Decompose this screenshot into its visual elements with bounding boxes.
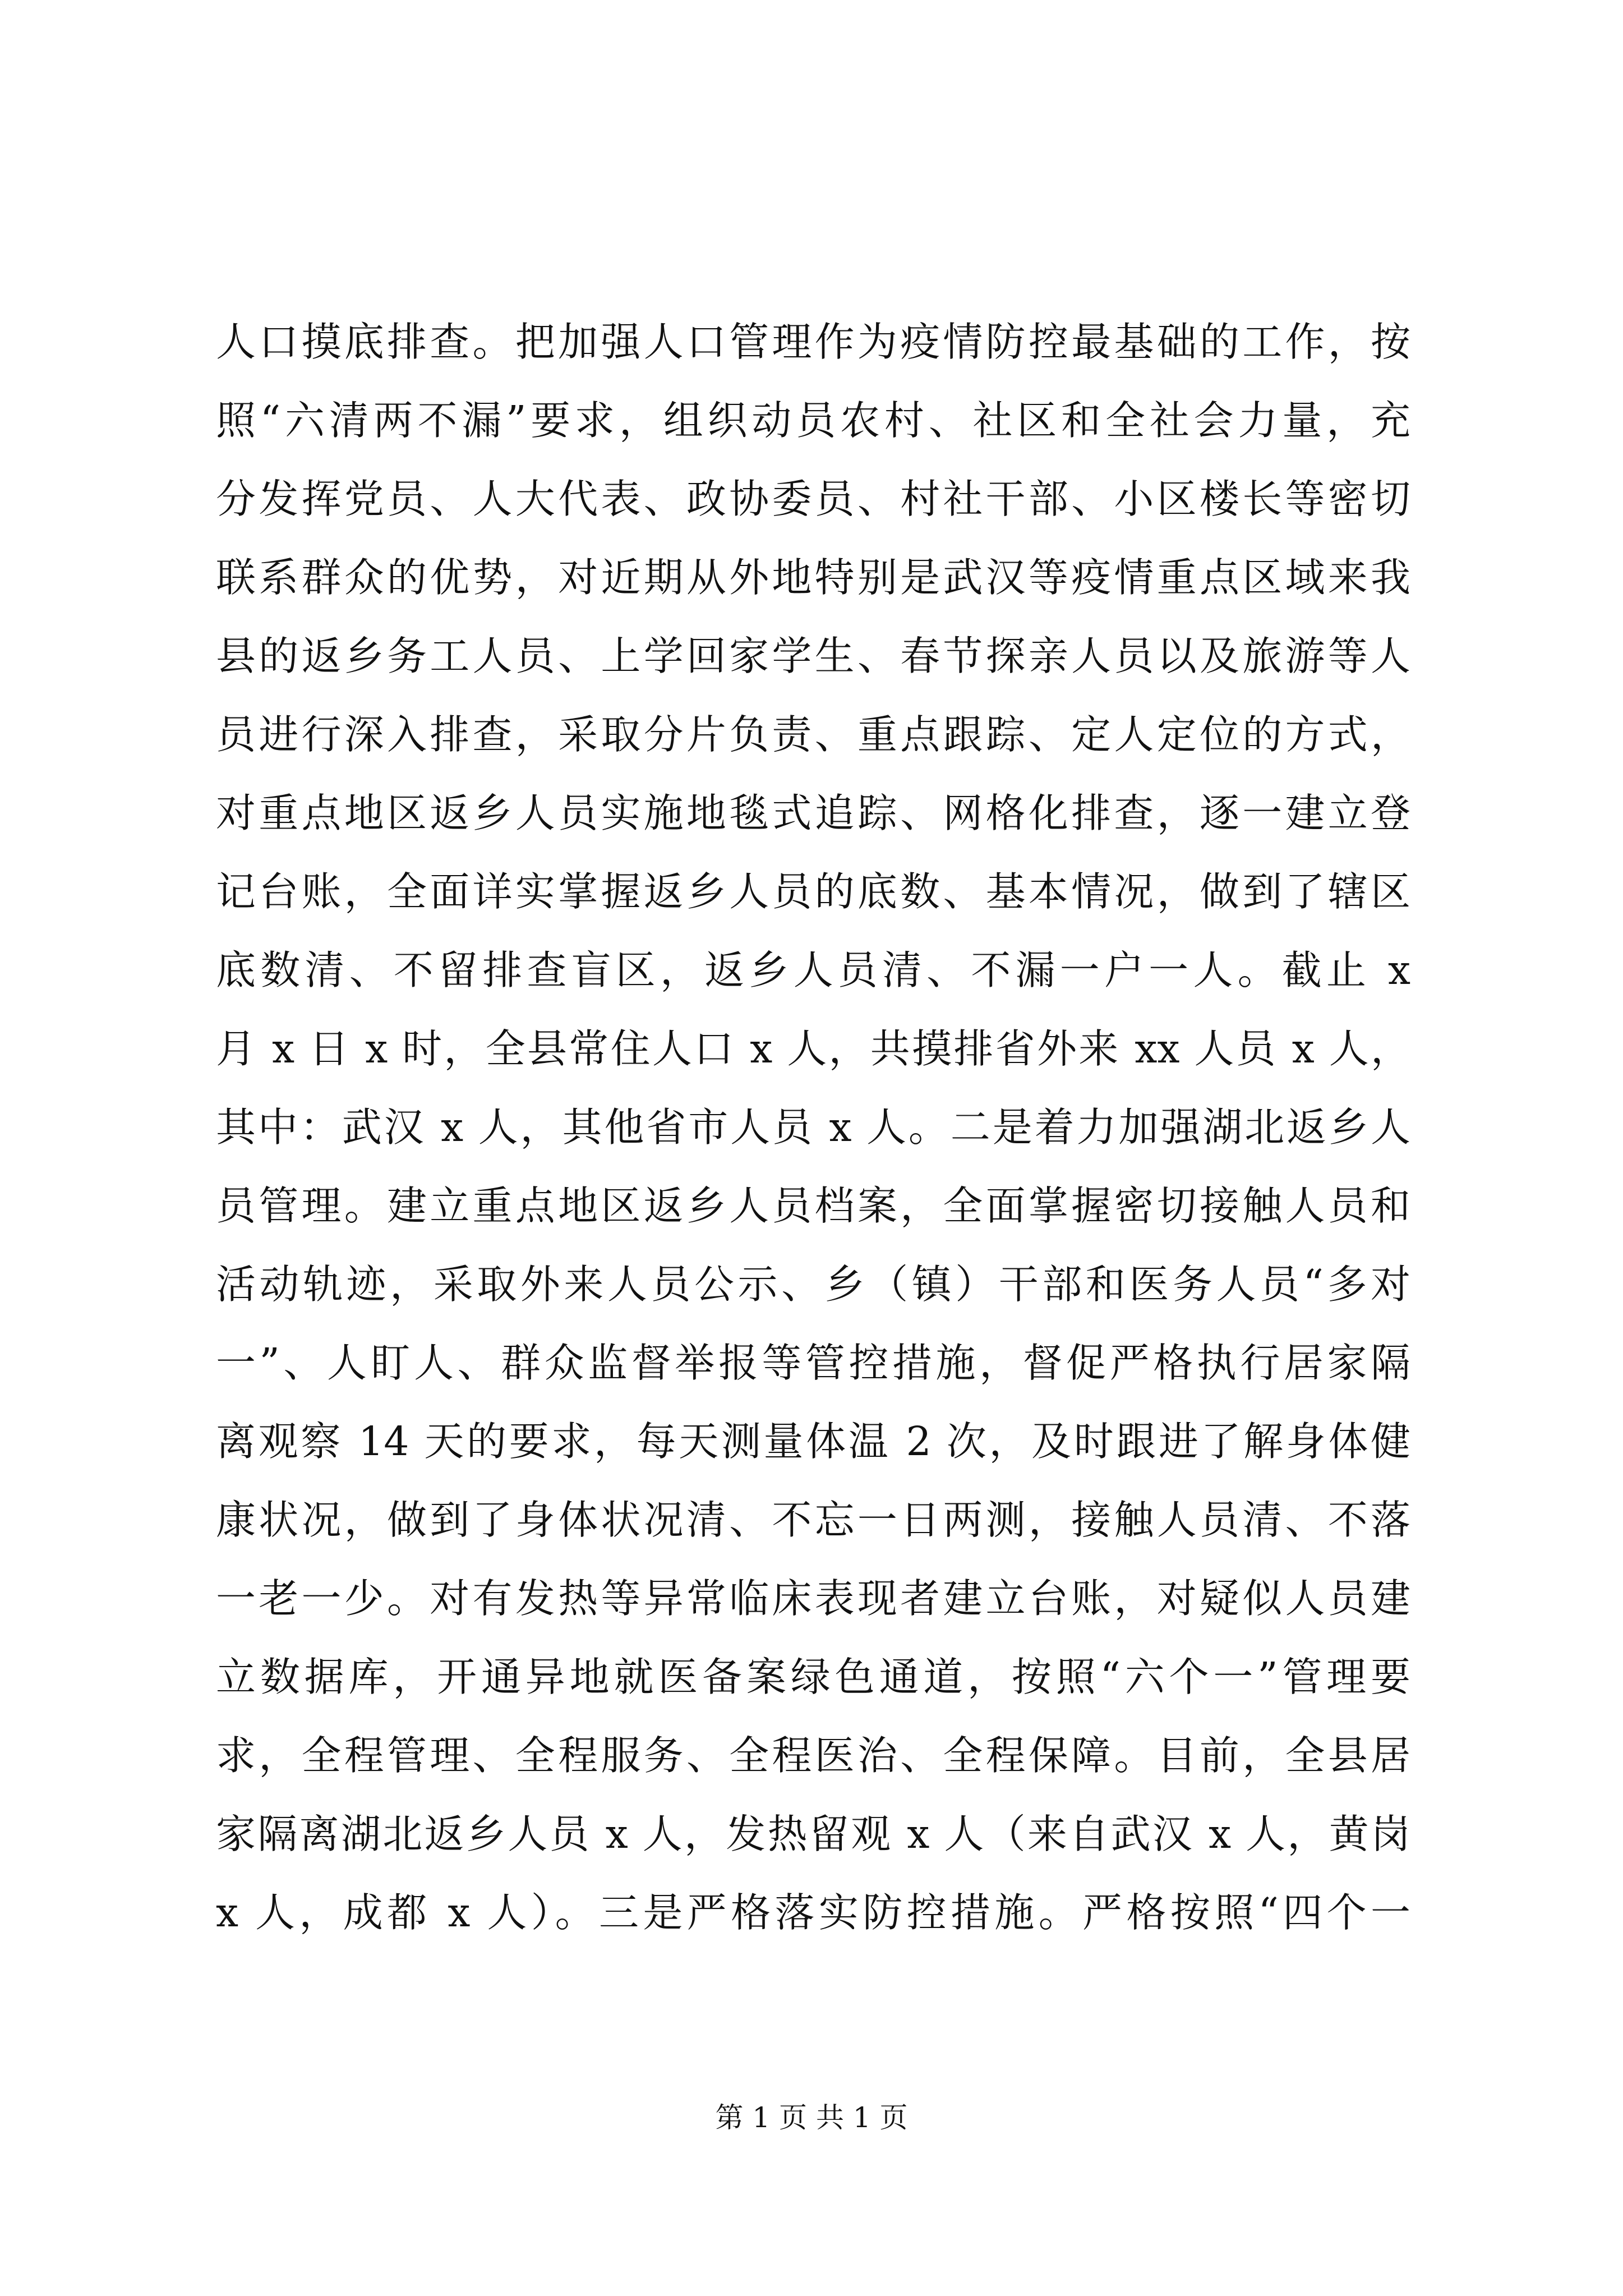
text-line: 其中：武汉 x 人，其他省市人员 x 人。二是着力加强湖北返乡人	[216, 1104, 1410, 1151]
text-line: 一老一少。对有发热等异常临床表现者建立台账，对疑似人员建	[216, 1575, 1410, 1622]
text-line: 月 x 日 x 时，全县常住人口 x 人，共摸排省外来 xx 人员 x 人，	[216, 1025, 1410, 1072]
text-line: 员进行深入排查，采取分片负责、重点跟踪、定人定位的方式，	[216, 711, 1410, 758]
text-line: 活动轨迹，采取外来人员公示、乡（镇）干部和医务人员“多对	[216, 1261, 1410, 1308]
text-line: x 人，成都 x 人）。三是严格落实防控措施。严格按照“四个一	[216, 1889, 1410, 1936]
text-line: 底数清、不留排查盲区，返乡人员清、不漏一户一人。截止 x	[216, 947, 1410, 993]
body-text	[216, 303, 1410, 1952]
text-line: 联系群众的优势，对近期从外地特别是武汉等疫情重点区域来我	[216, 554, 1410, 601]
text-line: 分发挥党员、人大代表、政协委员、村社干部、小区楼长等密切	[216, 476, 1410, 522]
text-line: 求，全程管理、全程服务、全程医治、全程保障。目前，全县居	[216, 1732, 1410, 1779]
text-line: 对重点地区返乡人员实施地毯式追踪、网格化排查，逐一建立登	[216, 790, 1410, 836]
text-line: 照“六清两不漏”要求，组织动员农村、社区和全社会力量，充	[216, 397, 1410, 444]
text-line: 离观察 14 天的要求，每天测量体温 2 次，及时跟进了解身体健	[216, 1418, 1410, 1465]
text-line: 家隔离湖北返乡人员 x 人，发热留观 x 人（来自武汉 x 人，黄岗	[216, 1811, 1410, 1857]
text-line: 员管理。建立重点地区返乡人员档案，全面掌握密切接触人员和	[216, 1182, 1410, 1229]
page-footer: 第 1 页 共 1 页	[715, 2101, 908, 2134]
text-line: 立数据库，开通异地就医备案绿色通道，按照“六个一”管理要	[216, 1654, 1410, 1700]
text-line: 一”、人盯人、群众监督举报等管控措施，督促严格执行居家隔	[216, 1340, 1410, 1386]
text-line: 记台账，全面详实掌握返乡人员的底数、基本情况，做到了辖区	[216, 868, 1410, 915]
text-line: 人口摸底排查。把加强人口管理作为疫情防控最基础的工作，按	[216, 319, 1410, 365]
text-line: 县的返乡务工人员、上学回家学生、春节探亲人员以及旅游等人	[216, 633, 1410, 679]
text-line: 康状况，做到了身体状况清、不忘一日两测，接触人员清、不落	[216, 1497, 1410, 1543]
